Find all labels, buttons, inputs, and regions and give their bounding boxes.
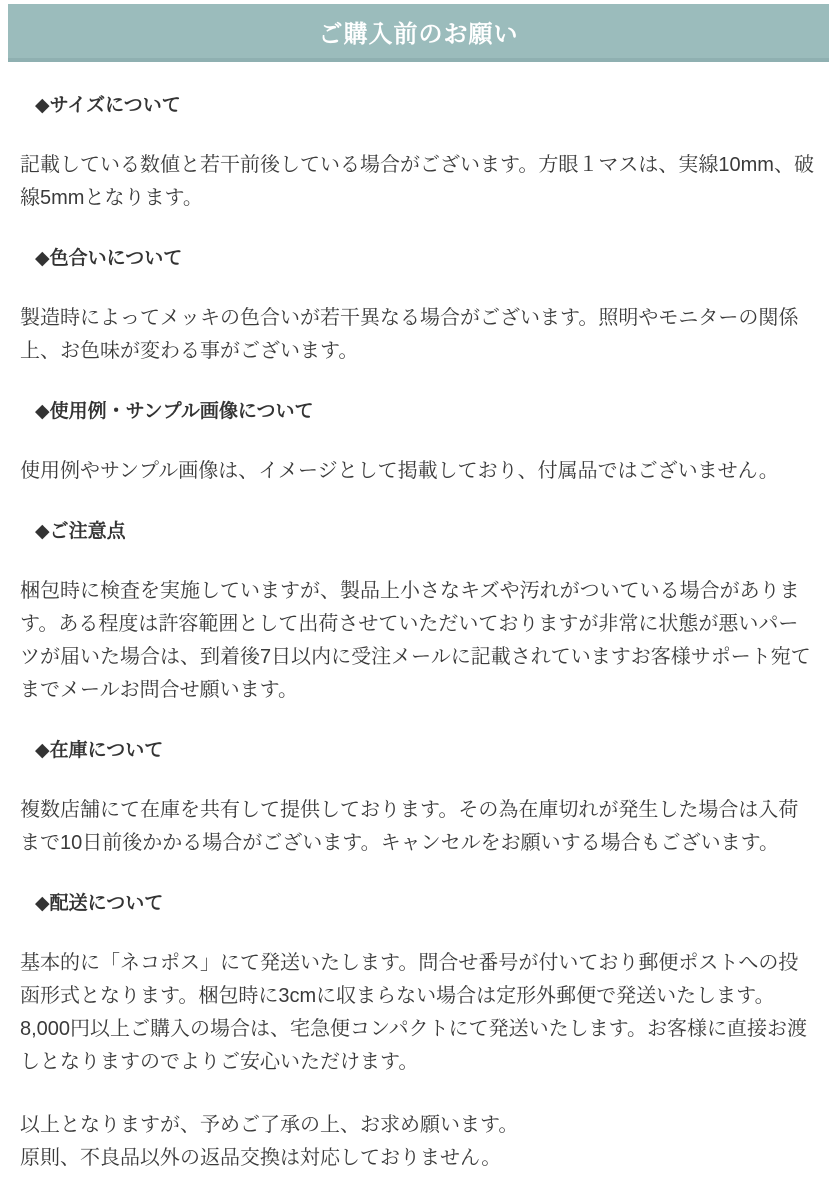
section-heading: ◆配送について	[35, 893, 164, 914]
body-line: 8,000円以上ご購入の場合は、宅急便コンパクトにて発送いたします。お客様に直接お渡しとなりますのでよりご安心いただけます。	[20, 1018, 808, 1073]
section-body	[20, 947, 817, 1079]
notice-section	[20, 398, 817, 488]
body-line: 製造時によってメッキの色合いが若干異なる場合がございます。照明やモニターの関係上、お色味が変わる事がございます。	[20, 307, 799, 362]
notice-section	[20, 737, 817, 860]
section-heading: ◆使用例・サンプル画像について	[35, 401, 314, 422]
section-heading: ◆色合いについて	[35, 248, 183, 269]
section-body	[20, 575, 817, 707]
notice-section	[20, 890, 817, 1079]
closing-line: 原則、不良品以外の返品交換は対応しておりません。	[20, 1147, 502, 1169]
section-body	[20, 455, 817, 488]
notice-section	[20, 518, 817, 707]
body-line: 梱包時に検査を実施していますが、製品上小さなキズや汚れがついている場合があります。ある程度は許容範囲として出荷させていただいておりますが非常に状態が悪いパーツが届いた場合は、到着後7日以内に受注メールに記載されていますお客様サポート宛てまでメールお問合せ願います。	[20, 580, 811, 701]
body-line: 基本的に「ネコポス」にて発送いたします。問合せ番号が付いており郵便ポストへの投函形式となります。梱包時に3cmに収まらない場合は定形外郵便で発送いたします。	[20, 952, 799, 1007]
notice-section	[20, 245, 817, 368]
section-body	[20, 794, 817, 860]
closing-line: 以上となりますが、予めご了承の上、お求め願います。	[20, 1114, 519, 1136]
section-body	[20, 302, 817, 368]
section-heading: ◆ご注意点	[35, 521, 126, 542]
body-line: 使用例やサンプル画像は、イメージとして掲載しており、付属品ではございません。	[20, 460, 779, 482]
notice-content	[8, 92, 829, 1175]
page-title: ご購入前のお願い	[318, 20, 519, 48]
section-heading: ◆在庫について	[35, 740, 164, 761]
body-line: 記載している数値と若干前後している場合がございます。方眼１マスは、実線10mm、破線5mmとなります。	[20, 154, 814, 209]
closing-note	[20, 1109, 817, 1175]
section-body	[20, 149, 817, 215]
page-header-banner	[8, 4, 829, 62]
notice-section	[20, 92, 817, 215]
section-heading: ◆サイズについて	[35, 95, 181, 116]
body-line: 複数店舗にて在庫を共有して提供しております。その為在庫切れが発生した場合は入荷まで10日前後かかる場合がございます。キャンセルをお願いする場合もございます。	[20, 799, 799, 854]
